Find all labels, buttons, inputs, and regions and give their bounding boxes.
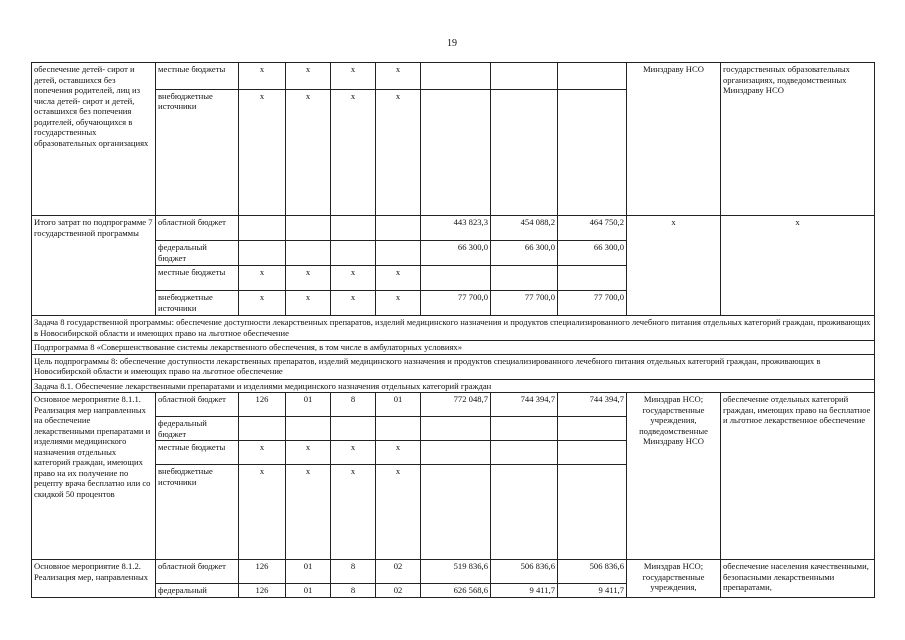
value-cell (491, 89, 558, 215)
code-cell (239, 216, 286, 241)
value-cell (491, 266, 558, 291)
funding-source: областной бюджет (156, 393, 239, 417)
value-cell: 744 394,7 (558, 393, 627, 417)
funding-source: местные бюджеты (156, 266, 239, 291)
code-cell (239, 417, 286, 441)
funding-source: федеральный бюджет (156, 241, 239, 266)
code-cell: x (286, 89, 331, 215)
code-cell (376, 417, 421, 441)
code-cell: 126 (239, 560, 286, 584)
value-cell: 519 836,6 (421, 560, 491, 584)
value-cell (421, 266, 491, 291)
event-name-cell: Основное мероприятие 8.1.1. Реализация мер направленных на обеспечение лекарственными препаратами и изделиями медицинского назначения отдельных категорий граждан, имеющих право на их получение по рецепту врача бесплатно или со скидкой 50 процентов (32, 393, 156, 560)
value-cell: 77 700,0 (421, 291, 491, 316)
value-cell: 772 048,7 (421, 393, 491, 417)
funding-source: внебюджетные источники (156, 291, 239, 316)
totals-name-cell: Итого затрат по подпрограмме 7 государственной программы (32, 216, 156, 316)
result-cell: обеспечение населения качественными, безопасными лекарственными препаратами, (721, 560, 875, 598)
table-row (32, 354, 875, 379)
funding-source: внебюджетные источники (156, 465, 239, 560)
value-cell (421, 89, 491, 215)
code-cell: 126 (239, 584, 286, 598)
code-cell: x (376, 63, 421, 90)
value-cell: 506 836,6 (491, 560, 558, 584)
task-8-1-heading: Задача 8.1. Обеспечение лекарственными препаратами и изделиями медицинского назначения отдельных категорий граждан (32, 379, 875, 393)
value-cell (491, 465, 558, 560)
code-cell: x (286, 63, 331, 90)
code-cell: 8 (331, 584, 376, 598)
result-cell: обеспечение отдельных категорий граждан, имеющих право на бесплатное и льготное лекарственное обеспечение (721, 393, 875, 560)
value-cell: 506 836,6 (558, 560, 627, 584)
code-cell (239, 241, 286, 266)
value-cell (558, 465, 627, 560)
value-cell (558, 441, 627, 465)
funding-source: областной бюджет (156, 216, 239, 241)
value-cell (491, 417, 558, 441)
value-cell: 66 300,0 (558, 241, 627, 266)
table-row (32, 560, 875, 584)
value-cell (421, 417, 491, 441)
event-name-cell: Основное мероприятие 8.1.2. Реализация мер, направленных (32, 560, 156, 598)
value-cell (558, 63, 627, 90)
value-cell: 744 394,7 (491, 393, 558, 417)
value-cell: 9 411,7 (491, 584, 558, 598)
value-cell: 66 300,0 (421, 241, 491, 266)
code-cell: x (376, 89, 421, 215)
code-cell (376, 216, 421, 241)
table-row (32, 216, 875, 241)
value-cell: 464 750,2 (558, 216, 627, 241)
page-number: 19 (447, 38, 457, 49)
program-table (31, 62, 875, 598)
funding-source: местные бюджеты (156, 441, 239, 465)
value-cell: 77 700,0 (558, 291, 627, 316)
code-cell (286, 241, 331, 266)
code-cell: x (239, 266, 286, 291)
code-cell: x (331, 465, 376, 560)
executor-cell: x (627, 216, 721, 316)
value-cell (558, 89, 627, 215)
code-cell: 02 (376, 584, 421, 598)
code-cell: 126 (239, 393, 286, 417)
funding-source: внебюджетные источники (156, 89, 239, 215)
table-row (32, 379, 875, 393)
value-cell: 626 568,6 (421, 584, 491, 598)
value-cell (421, 441, 491, 465)
value-cell (421, 63, 491, 90)
table-row (32, 63, 875, 90)
value-cell (491, 63, 558, 90)
code-cell: x (376, 441, 421, 465)
code-cell: 01 (376, 393, 421, 417)
code-cell: x (239, 291, 286, 316)
code-cell: x (331, 441, 376, 465)
value-cell: 9 411,7 (558, 584, 627, 598)
code-cell (286, 417, 331, 441)
subprogram-8-heading: Подпрограмма 8 «Совершенствование системы лекарственного обеспечения, в том числе в амбулаторных условиях» (32, 341, 875, 355)
funding-source: федеральный (156, 584, 239, 598)
code-cell: x (239, 89, 286, 215)
code-cell: 8 (331, 393, 376, 417)
code-cell (331, 241, 376, 266)
value-cell (558, 417, 627, 441)
code-cell: 01 (286, 560, 331, 584)
task-8-heading: Задача 8 государственной программы: обеспечение доступности лекарственных препаратов, изделий медицинского назначения и продуктов специализированного лечебного питания отдельных категорий граждан, проживающих в Новосибирской области и имеющих право на льготное обеспечение (32, 316, 875, 341)
goal-8-heading: Цель подпрограммы 8: обеспечение доступности лекарственных препаратов, изделий медицинского назначения и продуктов специализированного лечебного питания отдельных категорий граждан, проживающих в Новосибирской области и имеющих право на льготное обеспечение (32, 354, 875, 379)
code-cell: x (286, 291, 331, 316)
code-cell (376, 241, 421, 266)
code-cell: x (331, 291, 376, 316)
code-cell: x (286, 441, 331, 465)
code-cell (331, 417, 376, 441)
value-cell (421, 465, 491, 560)
table-row (32, 316, 875, 341)
code-cell: x (286, 266, 331, 291)
funding-source: областной бюджет (156, 560, 239, 584)
code-cell: x (239, 465, 286, 560)
value-cell: 454 088,2 (491, 216, 558, 241)
value-cell (558, 266, 627, 291)
value-cell: 66 300,0 (491, 241, 558, 266)
code-cell (286, 216, 331, 241)
code-cell: x (239, 441, 286, 465)
code-cell: x (239, 63, 286, 90)
code-cell: x (376, 465, 421, 560)
code-cell: 02 (376, 560, 421, 584)
code-cell: x (376, 291, 421, 316)
code-cell (331, 216, 376, 241)
result-cell: государственных образовательных организациях, подведомственных Минздраву НСО (721, 63, 875, 216)
executor-cell: Минздрав НСО; государственные учреждения, подведомственные Минздраву НСО (627, 393, 721, 560)
code-cell: 8 (331, 560, 376, 584)
code-cell: 01 (286, 584, 331, 598)
value-cell: 77 700,0 (491, 291, 558, 316)
table-row (32, 341, 875, 355)
event-name-cell: обеспечение детей- сирот и детей, оставшихся без попечения родителей, лиц из числа детей- сирот и детей, оставшихся без попечения родителей, обучающихся в государственных образовательных организациях (32, 63, 156, 216)
funding-source: федеральный бюджет (156, 417, 239, 441)
code-cell: x (376, 266, 421, 291)
code-cell: x (331, 63, 376, 90)
funding-source: местные бюджеты (156, 63, 239, 90)
code-cell: x (331, 266, 376, 291)
code-cell: x (331, 89, 376, 215)
code-cell: 01 (286, 393, 331, 417)
value-cell: 443 823,3 (421, 216, 491, 241)
executor-cell: Минздрав НСО; государственные учреждения, (627, 560, 721, 598)
result-cell: x (721, 216, 875, 316)
executor-cell: Минздраву НСО (627, 63, 721, 216)
value-cell (491, 441, 558, 465)
code-cell: x (286, 465, 331, 560)
table-row (32, 393, 875, 417)
